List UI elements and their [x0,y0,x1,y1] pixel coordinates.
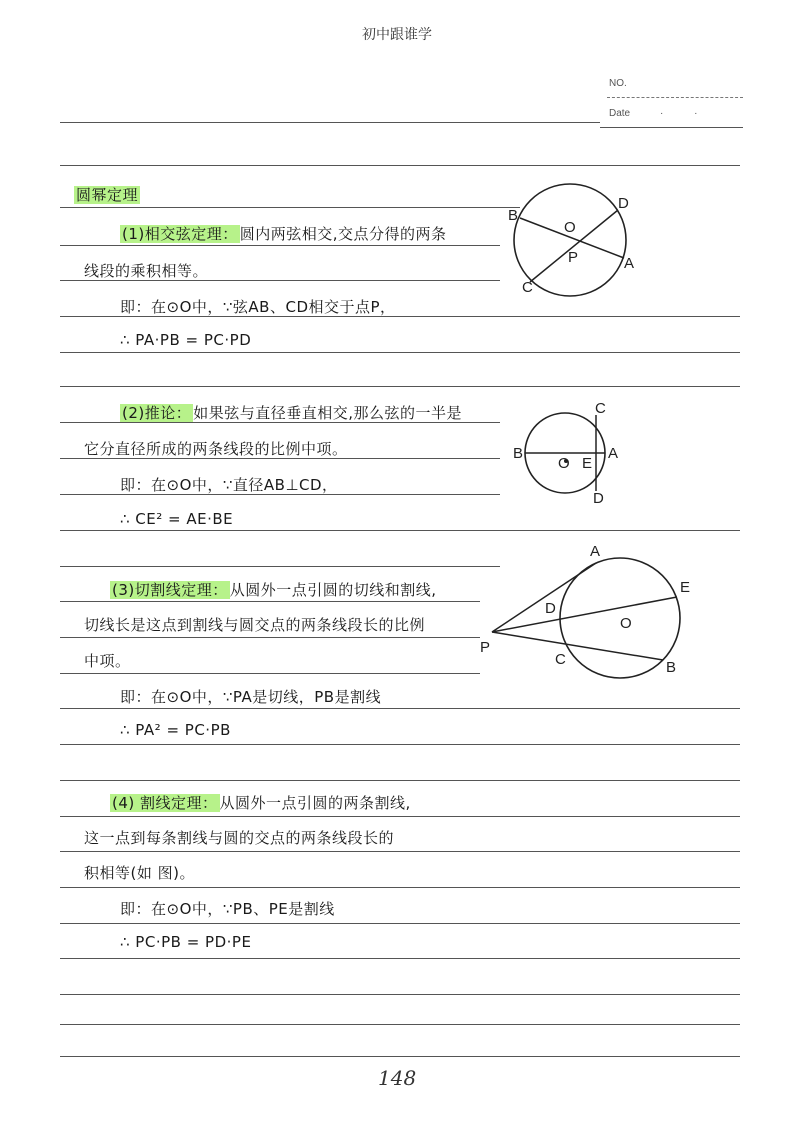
fig3-label-A: A [590,543,601,560]
s1-label: (1)相交弦定理： [122,225,238,243]
fig1-label-A: A [624,255,635,272]
s3-line4: 即：在⊙O中，∵PA是切线，PB是割线 [120,688,382,706]
fig3-label-D: D [545,600,556,617]
fig1-label-P: P [568,249,579,266]
s3-line3: 中项。 [84,652,131,670]
s2-line1: (2)推论： 如果弦与直径垂直相交,那么弦的一半是 [122,404,463,422]
fig3-label-P: P [480,639,491,656]
s2-line3: 即：在⊙O中，∵直径AB⊥CD， [120,476,338,494]
no-label: NO. [609,78,627,89]
fig1-label-C: C [522,279,533,296]
s3-line1: (3)切割线定理： 从圆外一点引圆的切线和割线, [112,581,437,599]
s2-line2: 它分直径所成的两条线段的比例中项。 [84,440,348,458]
s3-label: (3)切割线定理： [112,581,228,599]
s1-line1: (1)相交弦定理： 圆内两弦相交,交点分得的两条 [122,225,447,243]
s1-line2: 线段的乘积相等。 [84,262,209,280]
fig3-label-B: B [666,659,677,676]
s3-line2: 切线长是这点到割线与圆交点的两条线段长的比例 [84,616,426,634]
s4-label: (4) 割线定理： [112,794,218,812]
section-heading: 圆幂定理 [76,186,139,204]
fig1-label-B: B [508,207,519,224]
fig2-label-D: D [593,490,604,507]
s4-line1: (4) 割线定理： 从圆外一点引圆的两条割线, [112,794,411,812]
fig2-label-E: E [582,455,593,472]
s1-line4: ∴ PA·PB = PC·PD [120,331,252,349]
page-header-title: 初中跟谁学 [362,27,432,43]
fig3-label-E: E [680,579,691,596]
s4-line5: ∴ PC·PB = PD·PE [120,933,252,951]
s2-label: (2)推论： [122,404,192,422]
s2-line4: ∴ CE² = AE·BE [120,510,234,528]
fig2-label-B: B [513,445,524,462]
fig1-label-D: D [618,195,629,212]
fig2-label-C: C [595,400,606,417]
s1-line3: 即：在⊙O中，∵弦AB、CD相交于点P， [120,298,396,316]
s4-line4: 即：在⊙O中，∵PB、PE是割线 [120,900,335,918]
date-dots: · · [660,108,712,119]
date-label: Date [609,108,631,119]
fig2-label-O: O [558,455,570,472]
fig3-label-O: O [620,615,632,632]
s4-line3: 积相等(如 图)。 [84,864,195,882]
fig2-label-A: A [608,445,619,462]
s4-line2: 这一点到每条割线与圆的交点的两条线段长的 [84,829,395,847]
fig3-label-C: C [555,651,566,668]
s3-line5: ∴ PA² = PC·PB [120,721,231,739]
fig1-label-O: O [564,219,576,236]
page-number: 148 [378,1066,417,1090]
